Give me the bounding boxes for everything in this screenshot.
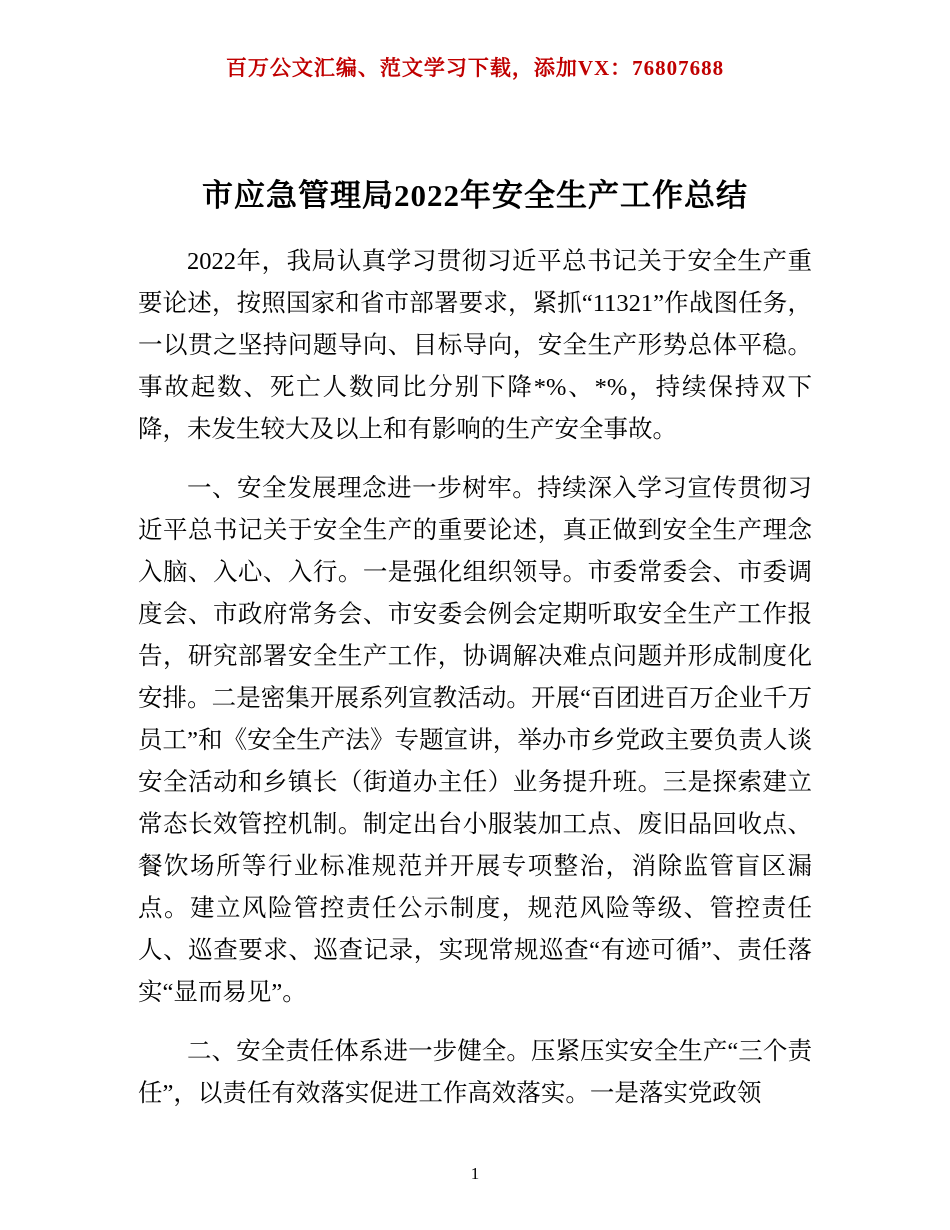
page-number: 1 [470, 1164, 480, 1183]
paragraph-intro: 2022年，我局认真学习贯彻习近平总书记关于安全生产重要论述，按照国家和省市部署要求，紧抓“11321”作战图任务，一以贯之坚持问题导向、目标导向，安全生产形势总体平稳。事故起数、死亡人数同比分别下降*%、*%，持续保持双下降，未发生较大及以上和有影响的生产安全事故。 [138, 248, 812, 443]
document-title: 市应急管理局2022年安全生产工作总结 [202, 178, 748, 213]
paragraph-section-one: 一、安全发展理念进一步树牢。持续深入学习宣传贯彻习近平总书记关于安全生产的重要论述，真正做到安全生产理念入脑、入心、入行。一是强化组织领导。市委常委会、市委调度会、市政府常务会、市安委会例会定期听取安全生产工作报告，研究部署安全生产工作，协调解决难点问题并形成制度化安排。二是密集开展系列宣教活动。开展“百团进百万企业千万员工”和《安全生产法》专题宣讲，举办市乡党政主要负责人谈安全活动和乡镇长（街道办主任）业务提升班。三是探索建立常态长效管控机制。制定出台小服装加工点、废旧品回收点、餐饮场所等行业标准规范并开展专项整治，消除监管盲区漏点。建立风险管控责任公示制度，规范风险等级、管控责任人、巡查要求、巡查记录，实现常规巡查“有迹可循”、责任落实“显而易见”。 [138, 475, 812, 1006]
paragraph-section-two: 二、安全责任体系进一步健全。压紧压实安全生产“三个责任”，以责任有效落实促进工作高效落实。一是落实党政领 [138, 1038, 812, 1107]
header-notice: 百万公文汇编、范文学习下载，添加VX：76807688 [225, 56, 725, 80]
